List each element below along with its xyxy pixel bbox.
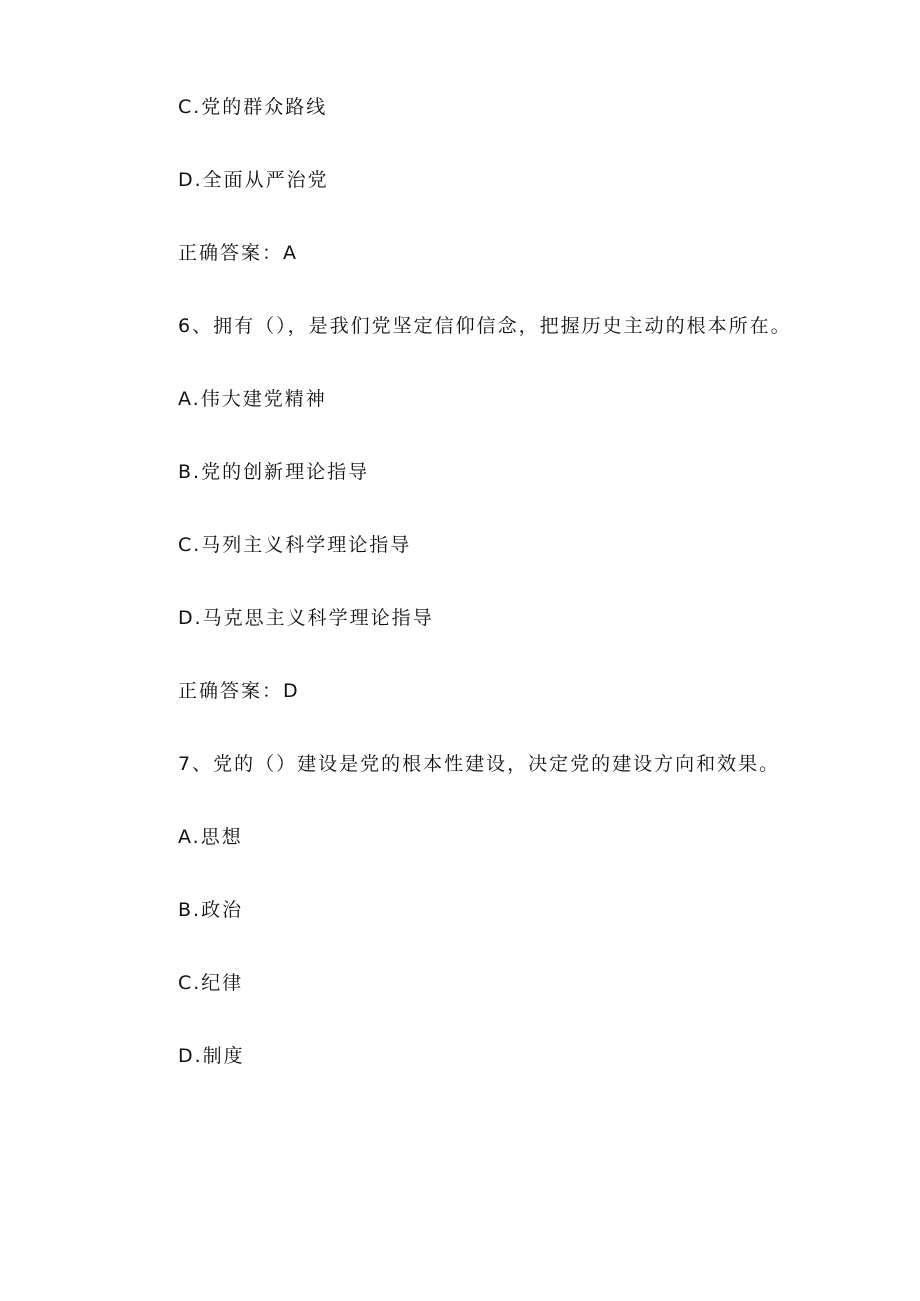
option-d-q6: D.马克思主义科学理论指导 [178, 607, 434, 629]
option-a-q7: A.思想 [178, 826, 243, 848]
option-d-q5: D.全面从严治党 [178, 169, 329, 191]
option-a-q6: A.伟大建党精神 [178, 388, 327, 410]
option-c-q5: C.党的群众路线 [178, 96, 328, 118]
option-c-q7: C.纪律 [178, 972, 244, 994]
option-c-q6: C.马列主义科学理论指导 [178, 534, 412, 556]
answer-q6: 正确答案：D [178, 680, 300, 702]
option-b-q7: B.政治 [178, 899, 244, 921]
question-7: 7、党的（）建设是党的根本性建设，决定党的建设方向和效果。 [178, 753, 781, 775]
answer-q5: 正确答案：A [178, 242, 298, 264]
question-6: 6、拥有（），是我们党坚定信仰信念，把握历史主动的根本所在。 [178, 315, 792, 337]
option-d-q7: D.制度 [178, 1045, 245, 1067]
option-b-q6: B.党的创新理论指导 [178, 461, 370, 483]
